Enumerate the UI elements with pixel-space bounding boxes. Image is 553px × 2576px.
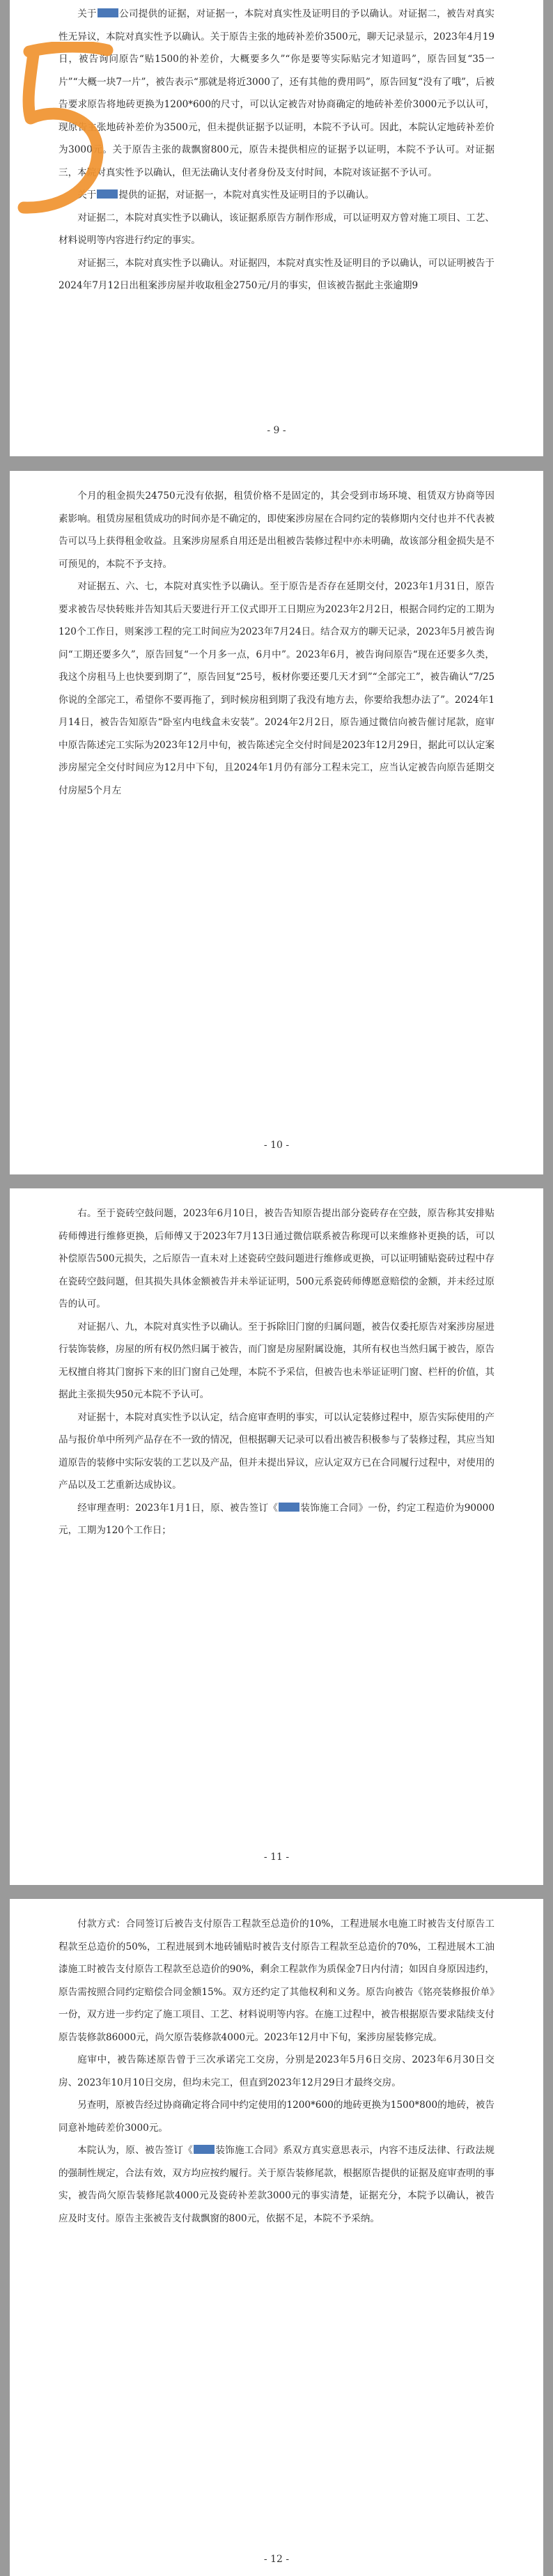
redaction-box <box>279 1503 299 1512</box>
paragraph: 庭审中，被告陈述原告曾于三次承诺完工交房，分别是2023年5月6日交房、2023年6月30日交房、2023年10月10日交房，但均未完工，但直到2023年12月29日才最终交房。 <box>59 2054 494 2088</box>
document-page <box>10 1188 543 1885</box>
paragraph: 对证据二，本院对真实性予以确认，该证据系原告方制作形成，可以证明双方曾对施工项目、工艺、材料说明等内容进行约定的事实。 <box>59 212 494 246</box>
document-page <box>10 0 543 456</box>
paragraph: 关于 提供的证据，对证据一，本院对真实性及证明目的予以确认。 <box>77 189 375 201</box>
paragraph: 对证据五、六、七，本院对真实性予以确认。至于原告是否存在延期交付，2023年1月31日，原告要求被告尽快转账并告知其后天要进行开工仪式即开工日期应为2023年2月2日，根据合同约定的工期为120个工作日，则案涉工程的完工时间应为2023年7月24日。结合双方的聊天记录，2023年5月被告询问“工期还要多久”，原告回复“一个月多一点，6月中”。2023年6月，被告询问原告“现在还要多久类，我这个房租马上也快要到期了”，原告回复“25号，板材你要还要几天才到”“全部完工”，被告确认“7/25你说的全部完工，希望你不要再拖了，到时候房租到期了我没有地方去，你要给我想办法了”。2024年1月14日，被告告知原告“卧室内电线盒未安装”。2024年2月2日，原告通过微信向被告催讨尾款，庭审中原告陈述完工实际为2023年12月中旬，被告陈述完全交付时间是2023年12月29日，据此可以认定案涉房屋完全交付时间应为12月中下旬，且2024年1月仍有部分工程未完工，应当认定被告向原告延期交付房屋5个月左 <box>59 581 494 796</box>
page-number: - 11 - <box>263 1852 290 1863</box>
paragraph: 另查明，原被告经过协商确定将合同中约定使用的1200*600的地砖更换为1500*800的地砖，被告同意补地砖差价3000元。 <box>59 2100 494 2134</box>
redaction-box <box>98 8 118 17</box>
paragraph: 右。至于瓷砖空鼓问题，2023年6月10日，被告告知原告提出部分瓷砖存在空鼓，原告称其安排贴砖师傅进行维修更换，后师傅又于2023年7月13日通过微信联系被告称现可以来维修补更换的话，可以补偿原告500元损失，之后原告一直未对上述瓷砖空鼓问题进行维修或更换，可以证明铺贴瓷砖过程中存在瓷砖空鼓问题，但其损失具体金额被告并未举证证明，500元系瓷砖师傅愿意赔偿的金额，并未经过原告的认可。 <box>59 1208 494 1310</box>
paragraph: 经审理查明：2023年1月1日，原、被告签订《 装饰施工合同》一份，约定工程造价为90000元，工期为120个工作日； <box>59 1502 494 1536</box>
paragraph: 对证据三，本院对真实性予以确认。对证据四，本院对真实性及证明目的予以确认，可以证明被告于2024年7月12日出租案涉房屋并收取租金2750元/月的事实，但该被告据此主张逾期9 <box>59 257 494 291</box>
page-text-block <box>59 1913 494 2230</box>
paragraph: 本院认为，原、被告签订《 装饰施工合同》系双方真实意思表示，内容不违反法律、行政法规的强制性规定，合法有效，双方均应按约履行。关于原告装修尾款，根据原告提供的证据及庭审查明的事实，被告尚欠原告装修尾款4000元及瓷砖补差款3000元的事实清楚，证据充分，本院予以确认，被告应及时支付。原告主张被告支付裁飘窗的800元，依据不足，本院不予采纳。 <box>59 2145 495 2224</box>
paragraph: 付款方式：合同签订后被告支付原告工程款至总造价的10%，工程进展水电施工时被告支付原告工程款至总造价的50%，工程进展到木地砖铺贴时被告支付原告工程款至总造价的70%，工程进展木工油漆施工时被告支付原告工程款至总造价的90%，剩余工程款作为质保金7日内付清；如因自身原因违约，原告需按照合同约定赔偿合同金额15%。双方还约定了其他权利和义务。原告向被告《铭亮装修报价单》一份，双方进一步约定了施工项目、工艺、材料说明等内容。在施工过程中，被告根据原告要求陆续支付原告装修款86000元，尚欠原告装修款4000元。2023年12月中下旬，案涉房屋装修完成。 <box>59 1918 494 2043</box>
page-text-block <box>59 3 494 297</box>
page-number: - 9 - <box>267 425 286 436</box>
paragraph: 对证据十，本院对真实性予以认定，结合庭审查明的事实，可以认定装修过程中，原告实际使用的产品与报价单中所列产品存在不一致的情况，但根据聊天记录可以看出被告积极参与了装修过程，其应当知道原告的装修中实际安装的工艺以及产品，但并未提出异议，应认定双方已在合同履行过程中，对使用的产品以及工艺重新达成协议。 <box>59 1411 494 1491</box>
redaction-box <box>97 189 118 199</box>
document-page <box>10 1899 543 2576</box>
page-number: - 12 - <box>263 2554 290 2565</box>
page-text-block <box>59 485 494 802</box>
paragraph: 关于 公司提供的证据，对证据一，本院对真实性及证明目的予以确认。对证据二，被告对真实性无异议，本院对真实性予以确认。关于原告主张的地砖补差价3500元，聊天记录显示，2023年4月19日，被告询问原告“贴1500的补差价，大概要多久”“你是要等实际贴完才知道吗”，原告回复“35一片”“大概一块7一片”，被告表示“那就是将近3000了，还有其他的费用吗”，原告回复“没有了哦”，后被告要求原告将地砖更换为1200*600的尺寸，可以认定被告对协商确定的地砖补差价3000元予以认可，现原告主张地砖补差价为3500元，但未提供证据予以证明，本院不予认可。因此，本院认定地砖补差价为3000元。关于原告主张的裁飘窗800元，原告未提供相应的证据予以证明，本院不予认可。对证据三，本院对真实性予以确认，但无法确认支付者身份及支付时间，本院对该证据不予认可。 <box>59 8 495 178</box>
redaction-box <box>194 2145 215 2154</box>
document-page <box>10 471 543 1174</box>
paragraph: 个月的租金损失24750元没有依据，租赁价格不是固定的，其会受到市场环境、租赁双方协商等因素影响。租赁房屋租赁成功的时间亦是不确定的，即使案涉房屋在合同约定的装修期内交付也并不代表被告可以马上获得租金收益。且案涉房屋系自用还是出租被告装修过程中亦未明确，故该部分租金损失是不可预见的，本院不予支持。 <box>59 490 494 570</box>
page-number: - 10 - <box>263 1140 290 1151</box>
paragraph: 对证据八、九，本院对真实性予以确认。至于拆除旧门窗的归属问题，被告仅委托原告对案涉房屋进行装饰装修，房屋的所有权仍然归属于被告，而门窗是房屋附属设施，其所有权也当然归属于被告，原告无权擅自将其门窗拆下来的旧门窗自己处理，本院不予采信，但被告也未举证证明门窗、栏杆的价值，其据此主张损失950元本院不予认可。 <box>59 1321 494 1400</box>
page-text-block <box>59 1202 494 1542</box>
